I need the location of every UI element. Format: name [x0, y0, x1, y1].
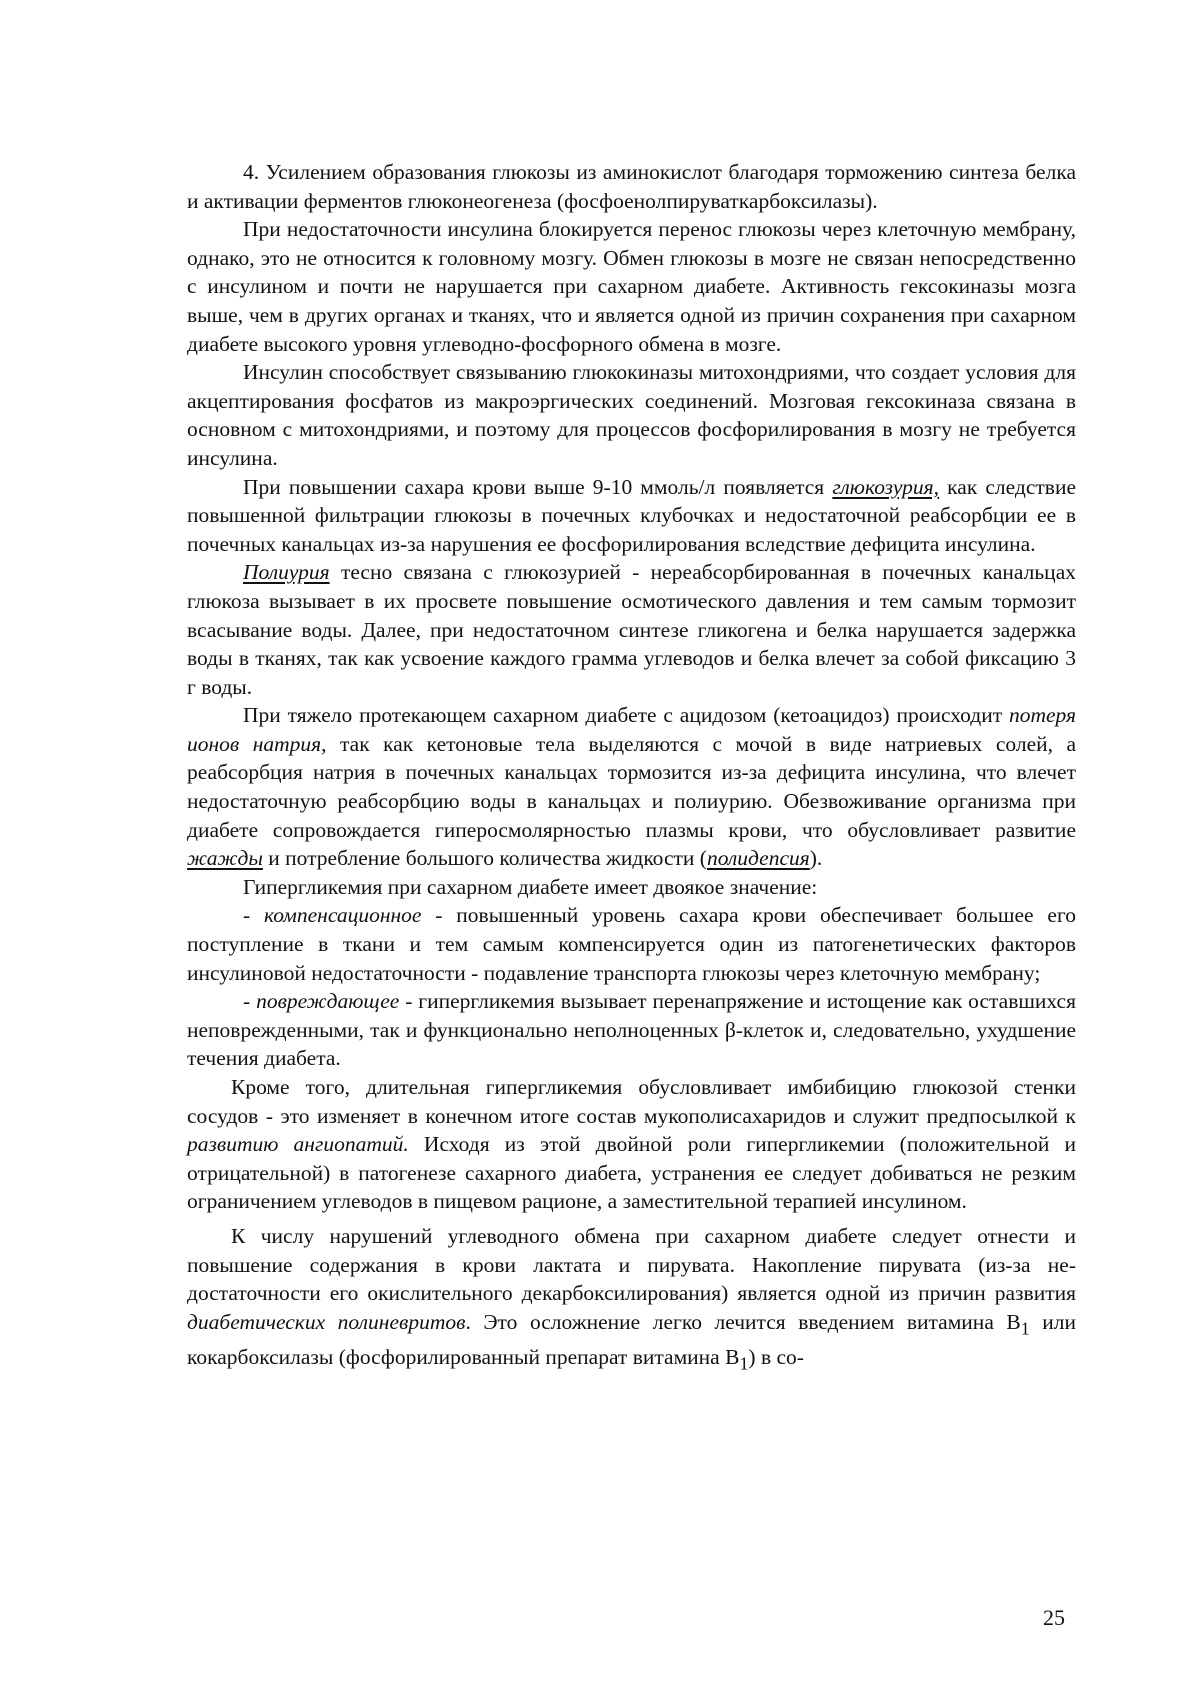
text-run: Инсулин способствует связыванию глюкокиназы митохондриями, что создает условия для акцептирования фосфатов из макроэргических соединений. Мозговая гексокиназа связана в основном с митохондриями, и поэтому для процессов фосфорилирования в мозгу не требуется инсулина.	[187, 360, 1076, 470]
emphasis-text: полидепсия	[706, 846, 810, 871]
text-run: . Это осложнение легко лечится введением витамина B	[465, 1309, 1021, 1334]
paragraph	[187, 873, 1076, 902]
subscript: 1	[739, 1352, 749, 1373]
page-body	[187, 158, 1076, 1378]
emphasis-text: диабетических полиневритов	[187, 1309, 466, 1334]
text-run: ) в со-	[748, 1344, 804, 1369]
paragraph	[187, 1073, 1076, 1216]
emphasis-text: Полиурия	[243, 560, 330, 585]
paragraph	[187, 358, 1076, 472]
paragraph	[187, 473, 1076, 559]
text-run: тесно связана с глюкозурией - нереабсорбированная в почечных канальцах глюкоза вызывает в их просвете повышение осмотического давления и тем самым тормозит всасывание воды. Далее, при недостаточном синтезе гликогена и белка нарушается задержка воды в тканях, так как усвоение каждого грамма углеводов и белка влечет за собой фиксацию 3 г воды.	[187, 560, 1076, 699]
emphasis-text: потеря ионов натрия	[187, 703, 1076, 756]
paragraph	[187, 1222, 1076, 1378]
text-run: 4. Усилением образования глюкозы из аминокислот благодаря торможению синтеза белка и активации ферментов глюконеогенеза (фосфоенолпируваткарбоксилазы).	[187, 160, 1076, 213]
page-number: 25	[1043, 1605, 1065, 1630]
paragraph	[187, 558, 1076, 701]
paragraph	[187, 158, 1076, 215]
text-run: При тяжело протекающем сахарном диабете с ацидозом (кетоацидоз) происходит	[243, 703, 1009, 728]
text-run: и потребление большого количества жидкости (	[262, 846, 707, 871]
paragraph	[187, 215, 1076, 358]
text-run: При недостаточности инсулина блокируется перенос глюкозы через клеточную мембрану, однако, это не относится к головному мозгу. Обмен глюкозы в мозге не связан непосредственно с инсулином и почти не нарушается при сахарном диабете. Активность гексокиназы мозга выше, чем в других органах и тканях, что и является одной из причин сохранения при сахарном диабете высокого уровня углеводно-фосфорного обмена в мозге.	[187, 217, 1076, 356]
paragraph	[187, 987, 1076, 1073]
text-run: К числу нарушений углеводного обмена при сахарном диабете следует отнести и повышение содержания в крови лактата и пирувата. Накопление пирувата (из-за недостаточности его окислительного декарбоксилирования) является одной из причин развития	[187, 1223, 1076, 1306]
text-run: -	[243, 989, 257, 1014]
emphasis-text: развитию ангиопатий.	[187, 1132, 409, 1157]
text-run: ).	[809, 846, 823, 871]
emphasis-text: жажды	[187, 846, 263, 871]
paragraph	[187, 901, 1076, 987]
text-run: Кроме того, длительная гипергликемия обусловливает имбибицию глюкозой стенки сосудов - это изменяет в конечном итоге состав мукополисахаридов и служит предпосылкой к	[187, 1075, 1076, 1128]
text-run: - повышенный уровень сахара крови обеспечивает большее его поступление в ткани и тем самым компенсируется один из патогенетических факторов инсулиновой недостаточности - подавление транспорта глюкозы через клеточную мембрану;	[187, 903, 1076, 985]
text-run: или кокарбоксилазы (фосфорилированный препарат витамина B	[187, 1309, 1077, 1369]
text-run: Гипергликемия при сахарном диабете имеет двоякое значение:	[243, 874, 818, 899]
text-run: - гипергликемия вызывает перенапряжение и истощение как оставшихся неповрежденными, так и функционально неполноценных β-клеток и, следовательно, ухудшение течения диабета.	[187, 989, 1076, 1071]
text-run: Исходя из этой двойной роли гипергликемии (положительной и отрицательной) в патогенезе сахарного диабета, устранения ее следует добиваться не резким ограничением углеводов в пищевом рационе, а заместительной терапией инсулином.	[187, 1132, 1076, 1214]
text-run: -	[243, 903, 264, 928]
text-run: При повышении сахара крови выше 9-10 ммоль/л появляется	[243, 474, 833, 499]
paragraph	[187, 701, 1076, 873]
subscript: 1	[1020, 1318, 1030, 1339]
emphasis-text: глюкозурия,	[832, 474, 940, 499]
text-run: , так как кетоновые тела выделяются с мочой в виде натриевых солей, а реабсорбция натрия в почечных канальцах тормозится из-за дефицита инсулина, что влечет недостаточную реабсорбцию воды в канальцах и полиурию. Обезвоживание организма при диабете сопровождается гиперосмолярностью плазмы крови, что обусловливает развитие	[187, 731, 1076, 842]
text-run: как следствие повышенной фильтрации глюкозы в почечных клубочках и недостаточной реабсорбции ее в почечных канальцах из-за нарушения ее фосфорилирования вследствие дефицита инсулина.	[187, 474, 1076, 556]
emphasis-text: компенсационное	[264, 903, 422, 928]
emphasis-text: повреждающее	[256, 989, 400, 1014]
